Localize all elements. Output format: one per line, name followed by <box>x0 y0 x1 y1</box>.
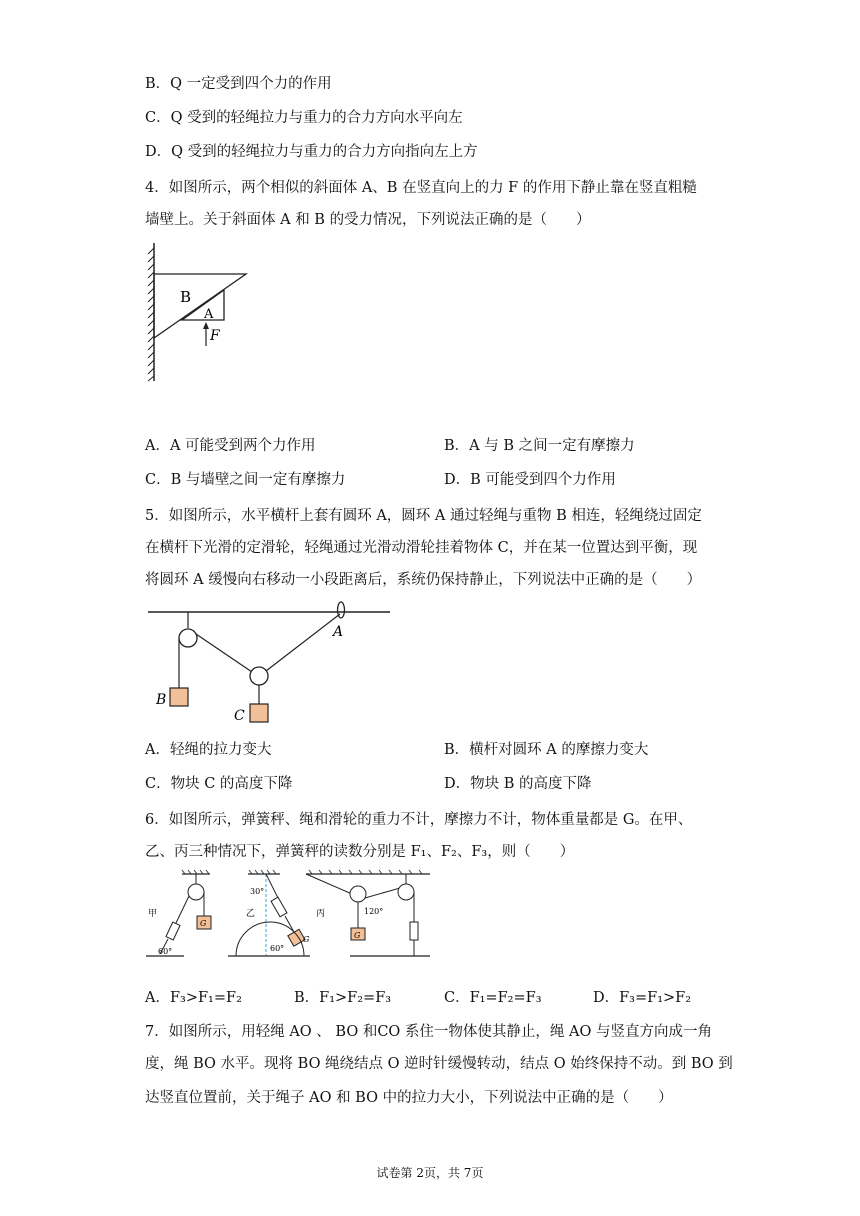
page-footer: 试卷第 2页，共 7页 <box>376 1166 484 1180</box>
label-c: C <box>234 708 245 724</box>
fixed-pulley <box>179 629 197 647</box>
q4-stem-line1: 4．如图所示，两个相似的斜面体 A、B 在竖直向上的力 F 的作用下静止靠在竖直粗糙 <box>145 180 697 196</box>
q7-stem-line3: 达竖直位置前，关于绳子 AO 和 BO 中的拉力大小，下列说法中正确的是（ ） <box>145 1090 673 1106</box>
q5-stem-line3: 将圆环 A 缓慢向右移动一小段距离后，系统仍保持静止，下列说法中正确的是（ ） <box>145 572 702 588</box>
q4-figure <box>140 238 270 388</box>
q4-option-a: A．A 可能受到两个力作用 <box>145 438 316 454</box>
label-b: B <box>180 288 192 306</box>
q5-option-a: A．轻绳的拉力变大 <box>145 742 272 758</box>
q6-figure <box>140 868 440 968</box>
q7-stem-line2: 度，绳 BO 水平。现将 BO 绳绕结点 O 逆时针缓慢转动，结点 O 始终保持不动。到 BO 到 <box>145 1056 733 1072</box>
block-b <box>170 688 188 706</box>
q5-stem-line1: 5．如图所示，水平横杆上套有圆环 A，圆环 A 通过轻绳与重物 B 相连，轻绳绕过固定 <box>145 508 702 524</box>
svg-text:G: G <box>303 935 310 944</box>
svg-text:30°: 30° <box>250 887 265 896</box>
q5-figure <box>140 598 400 728</box>
label-a: A <box>333 624 344 640</box>
label-b: B <box>156 692 167 708</box>
q5-stem-line2: 在横杆下光滑的定滑轮，轻绳通过光滑动滑轮挂着物体 C，并在某一位置达到平衡，现 <box>145 540 698 556</box>
q5-option-b: B．横杆对圆环 A 的摩擦力变大 <box>444 742 649 758</box>
q5-option-d: D．物块 B 的高度下降 <box>444 776 592 792</box>
q5-option-c: C．物块 C 的高度下降 <box>145 776 293 792</box>
block-c <box>250 704 268 722</box>
label-yi: 乙 <box>246 909 256 919</box>
label-jia: 甲 <box>148 909 158 919</box>
movable-pulley <box>250 667 268 685</box>
q3-option-b: B．Q 一定受到四个力的作用 <box>145 76 332 92</box>
q4-option-d: D．B 可能受到四个力作用 <box>444 472 616 488</box>
q7-stem-line1: 7．如图所示，用轻绳 AO 、 BO 和CO 系住一物体使其静止，绳 AO 与竖直方向成一角 <box>145 1024 712 1040</box>
q6-option-a: A．F₃>F₁=F₂ <box>145 990 242 1006</box>
svg-text:60°: 60° <box>158 947 173 956</box>
label-bing: 丙 <box>316 909 326 919</box>
label-f: F <box>210 328 220 344</box>
q6-option-c: C．F₁=F₂=F₃ <box>444 990 542 1006</box>
q6-option-b: B．F₁>F₂=F₃ <box>294 990 392 1006</box>
wedge-b <box>154 274 246 338</box>
svg-text:G: G <box>200 919 207 928</box>
svg-text:120°: 120° <box>364 907 384 916</box>
q6-option-d: D．F₃=F₁>F₂ <box>593 990 692 1006</box>
q4-stem-line2: 墙壁上。关于斜面体 A 和 B 的受力情况，下列说法正确的是（ ） <box>145 212 591 228</box>
q3-option-d: D．Q 受到的轻绳拉力与重力的合力方向指向左上方 <box>145 144 478 160</box>
q4-option-b: B．A 与 B 之间一定有摩擦力 <box>444 438 635 454</box>
q6-stem-line1: 6．如图所示，弹簧秤、绳和滑轮的重力不计，摩擦力不计，物体重量都是 G。在甲、 <box>145 812 693 828</box>
q3-option-c: C．Q 受到的轻绳拉力与重力的合力方向水平向左 <box>145 110 463 126</box>
svg-text:G: G <box>354 931 361 940</box>
q4-option-c: C．B 与墙壁之间一定有摩擦力 <box>145 472 346 488</box>
ring-a <box>338 602 345 618</box>
q6-stem-line2: 乙、丙三种情况下，弹簧秤的读数分别是 F₁、F₂、F₃，则（ ） <box>145 844 575 860</box>
svg-text:60°: 60° <box>270 944 285 953</box>
label-a: A <box>204 307 214 322</box>
